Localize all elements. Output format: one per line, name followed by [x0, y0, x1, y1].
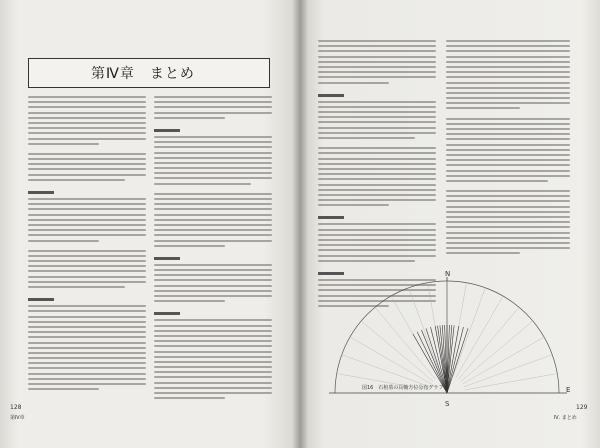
text-line	[28, 331, 146, 333]
text-line	[154, 330, 272, 332]
text-line	[446, 56, 570, 58]
radial-guide	[350, 337, 431, 384]
text-line	[318, 82, 389, 84]
text-line	[446, 82, 570, 84]
text-line	[446, 159, 570, 161]
text-line	[318, 163, 436, 165]
text-line	[318, 158, 436, 160]
text-line	[28, 219, 146, 221]
text-line	[28, 117, 146, 119]
text-line	[446, 154, 570, 156]
text-line	[446, 190, 570, 192]
text-line	[154, 397, 225, 399]
text-line	[28, 179, 125, 181]
chapter-title: 第Ⅳ章 まとめ	[91, 66, 195, 82]
paragraph-gap	[28, 245, 146, 250]
section-heading-mark	[154, 312, 180, 315]
section-heading-mark	[28, 191, 54, 194]
text-line	[28, 362, 146, 364]
text-line	[28, 383, 146, 385]
text-line	[318, 71, 436, 73]
radial-guide	[463, 337, 544, 384]
text-line	[28, 265, 146, 267]
text-line	[446, 200, 570, 202]
text-line	[28, 347, 146, 349]
text-line	[446, 87, 570, 89]
text-line	[28, 132, 146, 134]
text-line	[154, 335, 272, 337]
text-line	[154, 295, 272, 297]
text-line	[318, 127, 436, 129]
text-line	[154, 351, 272, 353]
text-line	[446, 175, 570, 177]
text-line	[28, 229, 146, 231]
text-line	[446, 61, 570, 63]
paragraph-gap	[318, 209, 436, 214]
text-line	[318, 106, 436, 108]
text-line	[154, 290, 272, 292]
text-line	[154, 269, 272, 271]
text-line	[154, 229, 272, 231]
text-line	[154, 183, 251, 185]
text-line	[154, 219, 272, 221]
text-line	[28, 143, 99, 145]
text-line	[446, 50, 570, 52]
text-line	[154, 300, 225, 302]
text-line	[28, 138, 146, 140]
text-line	[154, 208, 272, 210]
text-line	[318, 56, 436, 58]
text-line	[446, 123, 570, 125]
text-line	[28, 326, 146, 328]
chapter-heading-box	[28, 58, 270, 88]
text-line	[154, 366, 272, 368]
text-line	[446, 149, 570, 151]
text-line	[154, 203, 272, 205]
paragraph-gap	[446, 113, 570, 118]
text-line	[154, 198, 272, 200]
text-line	[154, 285, 272, 287]
text-line	[28, 234, 146, 236]
text-line	[28, 174, 146, 176]
text-line	[446, 45, 570, 47]
text-line	[154, 376, 272, 378]
text-line	[318, 244, 436, 246]
text-line	[28, 127, 146, 129]
left-column-1	[28, 96, 146, 393]
text-line	[318, 152, 436, 154]
text-line	[28, 255, 146, 257]
text-line	[154, 240, 272, 242]
text-line	[318, 194, 436, 196]
text-line	[28, 112, 146, 114]
text-line	[446, 252, 520, 254]
paragraph-gap	[28, 184, 146, 189]
text-line	[318, 101, 436, 103]
text-line	[318, 173, 436, 175]
text-line	[154, 157, 272, 159]
text-line	[154, 356, 272, 358]
text-line	[446, 221, 570, 223]
text-line	[154, 112, 272, 114]
text-line	[318, 111, 436, 113]
text-line	[446, 247, 570, 249]
text-line	[28, 198, 146, 200]
compass-east-label: E	[566, 386, 571, 394]
text-line	[318, 116, 436, 118]
text-line	[28, 158, 146, 160]
text-line	[154, 214, 272, 216]
paragraph-gap	[154, 305, 272, 310]
text-line	[154, 106, 272, 108]
figure-caption: 図16 石棺墓の長軸方位分布グラフ	[362, 385, 444, 391]
text-line	[28, 153, 146, 155]
section-heading-mark	[28, 298, 54, 301]
text-line	[154, 325, 272, 327]
text-line	[318, 260, 415, 262]
text-line	[28, 214, 146, 216]
text-line	[28, 276, 146, 278]
text-line	[154, 274, 272, 276]
text-line	[154, 96, 272, 98]
text-line	[28, 270, 146, 272]
text-line	[154, 101, 272, 103]
text-line	[28, 378, 146, 380]
text-line	[28, 305, 146, 307]
text-line	[446, 133, 570, 135]
text-line	[446, 107, 520, 109]
book-gutter-shadow	[292, 0, 308, 448]
text-line	[318, 223, 436, 225]
text-line	[318, 66, 436, 68]
text-line	[28, 373, 146, 375]
text-line	[446, 242, 570, 244]
text-line	[154, 361, 272, 363]
right-running-footer: Ⅳ. まとめ	[554, 415, 577, 421]
text-line	[318, 229, 436, 231]
text-line	[28, 96, 146, 98]
text-line	[154, 162, 272, 164]
text-line	[154, 392, 272, 394]
text-line	[28, 286, 125, 288]
text-line	[28, 260, 146, 262]
text-line	[446, 144, 570, 146]
text-line	[154, 167, 272, 169]
text-line	[318, 132, 436, 134]
text-line	[154, 319, 272, 321]
text-line	[446, 40, 570, 42]
text-line	[28, 357, 146, 359]
text-line	[446, 97, 570, 99]
text-line	[154, 172, 272, 174]
text-line	[28, 367, 146, 369]
text-line	[446, 195, 570, 197]
text-line	[28, 281, 146, 283]
left-column-2	[154, 96, 272, 402]
radial-guide	[375, 307, 435, 379]
text-line	[318, 184, 436, 186]
text-line	[28, 310, 146, 312]
text-line	[318, 234, 436, 236]
text-line	[28, 106, 146, 108]
text-line	[28, 321, 146, 323]
text-line	[28, 316, 146, 318]
text-line	[318, 147, 436, 149]
radial-guide	[461, 321, 533, 381]
text-line	[154, 279, 272, 281]
text-line	[446, 232, 570, 234]
text-line	[28, 203, 146, 205]
text-line	[28, 122, 146, 124]
text-line	[446, 216, 570, 218]
text-line	[318, 61, 436, 63]
compass-south-label: S	[445, 400, 450, 408]
text-line	[28, 250, 146, 252]
text-line	[154, 264, 272, 266]
left-page-number: 128	[10, 404, 22, 411]
text-line	[446, 118, 570, 120]
text-line	[318, 239, 436, 241]
paragraph-gap	[154, 250, 272, 255]
text-line	[154, 136, 272, 138]
text-line	[318, 40, 436, 42]
text-line	[154, 371, 272, 373]
orientation-fan	[329, 277, 567, 393]
compass-north-label: N	[445, 270, 451, 278]
text-line	[318, 204, 389, 206]
text-line	[154, 234, 272, 236]
radial-guide	[465, 374, 558, 390]
text-line	[154, 141, 272, 143]
text-line	[318, 178, 436, 180]
text-line	[446, 206, 570, 208]
right-page-number: 129	[576, 404, 588, 411]
paragraph-gap	[318, 87, 436, 92]
text-line	[154, 193, 272, 195]
text-line	[446, 180, 548, 182]
text-line	[446, 211, 570, 213]
text-line	[154, 152, 272, 154]
text-line	[446, 92, 570, 94]
text-line	[28, 240, 99, 242]
section-heading-mark	[318, 94, 344, 97]
text-line	[28, 388, 99, 390]
text-line	[446, 138, 570, 140]
text-line	[28, 224, 146, 226]
radial-guide	[459, 307, 519, 379]
radial-guide	[464, 355, 552, 387]
right-column-2	[446, 40, 570, 258]
text-line	[28, 208, 146, 210]
text-line	[318, 255, 436, 257]
section-heading-mark	[154, 129, 180, 132]
text-line	[318, 249, 436, 251]
text-line	[318, 45, 436, 47]
text-line	[28, 168, 146, 170]
text-line	[154, 117, 225, 119]
text-line	[446, 76, 570, 78]
text-line	[318, 121, 436, 123]
text-line	[318, 76, 436, 78]
text-line	[318, 189, 436, 191]
text-line	[154, 387, 272, 389]
radial-guide	[456, 296, 503, 377]
paragraph-gap	[154, 122, 272, 127]
text-line	[28, 342, 146, 344]
text-line	[154, 340, 272, 342]
text-line	[446, 226, 570, 228]
radial-guide	[342, 355, 430, 387]
text-line	[318, 50, 436, 52]
section-heading-mark	[154, 257, 180, 260]
section-heading-mark	[318, 216, 344, 219]
text-line	[154, 224, 272, 226]
text-line	[446, 71, 570, 73]
text-line	[154, 146, 272, 148]
text-line	[28, 101, 146, 103]
text-line	[446, 237, 570, 239]
text-line	[154, 245, 225, 247]
text-line	[446, 170, 570, 172]
text-line	[318, 137, 415, 139]
text-line	[28, 163, 146, 165]
text-line	[318, 168, 436, 170]
text-line	[28, 352, 146, 354]
text-line	[154, 382, 272, 384]
text-line	[28, 336, 146, 338]
text-line	[318, 199, 436, 201]
text-line	[446, 164, 570, 166]
text-line	[446, 66, 570, 68]
paragraph-gap	[28, 291, 146, 296]
radial-guide	[361, 321, 433, 381]
left-running-footer: 第Ⅳ章	[10, 415, 25, 421]
text-line	[446, 102, 570, 104]
text-line	[154, 177, 272, 179]
orientation-fan-diagram	[322, 268, 572, 408]
text-line	[446, 128, 570, 130]
text-line	[154, 345, 272, 347]
